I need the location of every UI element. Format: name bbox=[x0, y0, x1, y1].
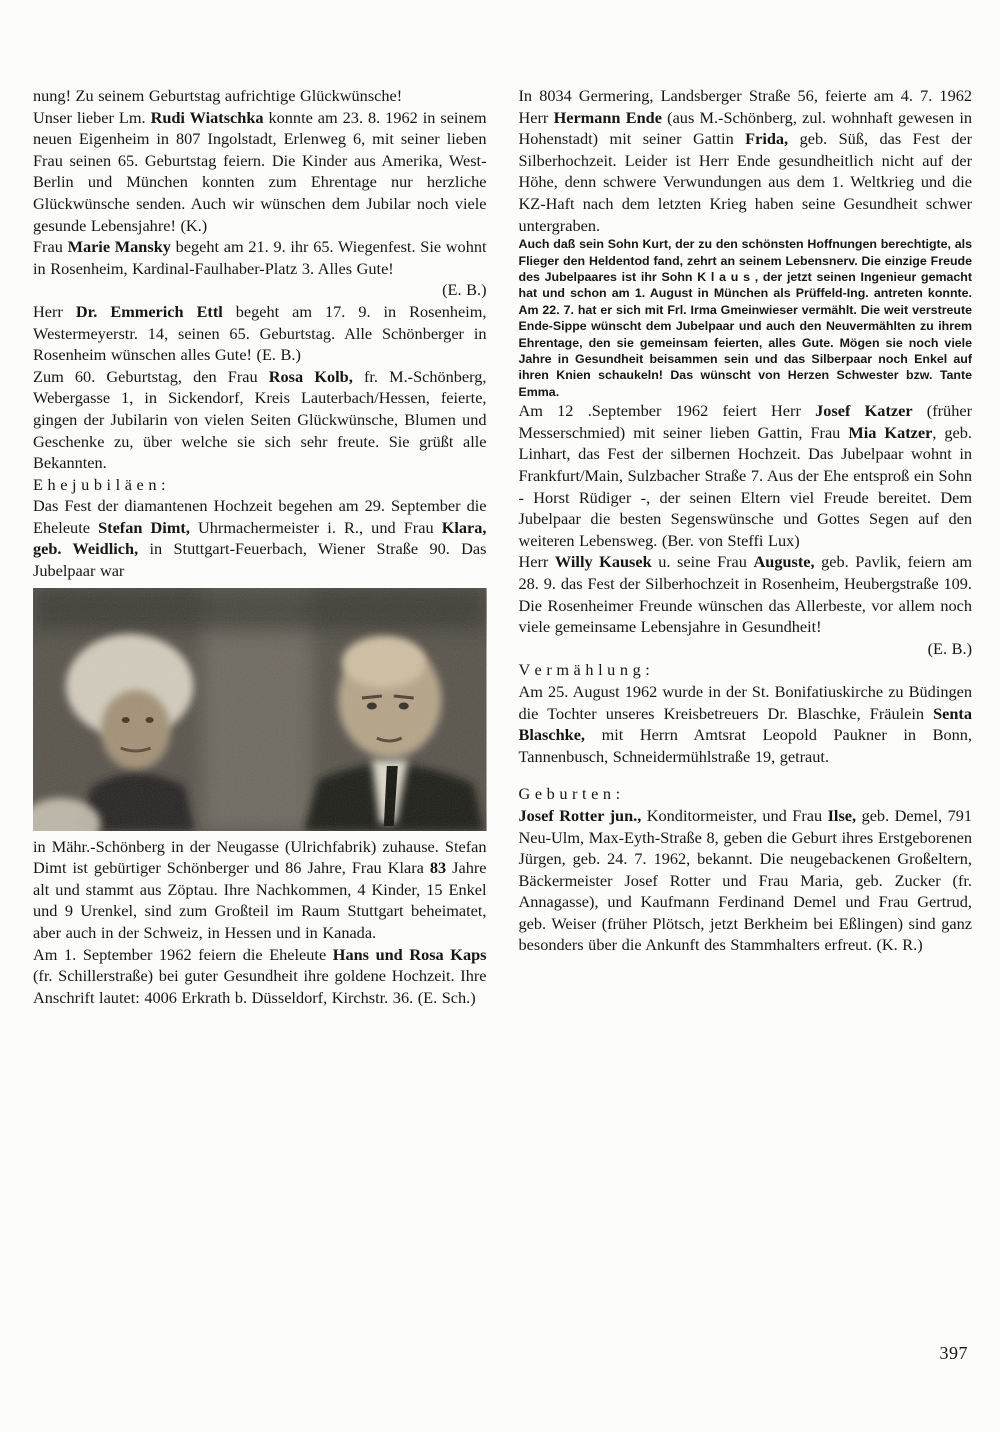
text-run: fr. M.-Schönberg, Webergasse 1, in Sickendorf, Kreis Lauterbach/Hessen, feierte, gingen der Jubilarin von vielen Seiten Glückwünsche, Blumen und Geschenke zu, über welche sie sich sehr freute. Sie grüßt alle Bekannten. bbox=[33, 366, 487, 473]
paragraph bbox=[33, 301, 487, 366]
right-column bbox=[519, 85, 973, 1008]
text-run: geb. Pavlik, feiern am 28. 9. das Fest der Silberhochzeit in Rosenheim, Heubergstraße 109. Die Rosenheimer Freunde wünschen das Allerbeste, vor allem noch viele gemeinsame Lebensjahre in Gesundheit! bbox=[518, 552, 972, 637]
paragraph bbox=[33, 236, 487, 279]
paragraph bbox=[33, 836, 487, 944]
fine-print bbox=[519, 236, 973, 400]
text-run: begeht am 21. 9. ihr 65. Wiegenfest. Sie wohnt in Rosenheim, Kardinal-Faulhaber-Platz 3. Alles Gute! bbox=[33, 237, 487, 278]
emphasized-name: Mia Katzer bbox=[848, 422, 933, 442]
emphasized-name: Auguste, bbox=[753, 552, 815, 572]
text-run: , geb. Linhart, das Fest der silbernen Hochzeit. Das Jubelpaar wohnt in Frankfurt/Main, Sulzbacher Straße 7. Aus der Ehe entsproß ein Sohn - Horst Rüdiger -, der seinen Eltern viel Freude bereitet. Dem Jubelpaar die besten Segenswünsche und Gottes Segen auf den weiteren Lebensweg. (Ber. von Steffi Lux) bbox=[518, 422, 972, 550]
paragraph bbox=[33, 366, 487, 474]
text-run: geb. Süß, das Fest der Silberhochzeit. Leider ist Herr Ende gesundheitlich nicht auf der Höhe, denn schwere Verwundungen aus dem 1. Weltkrieg und die KZ-Haft nach dem letzten Krieg haben seine Gesundheit schwer untergraben. bbox=[518, 129, 973, 235]
emphasized-name: Rudi Wiatschka bbox=[150, 107, 264, 127]
text-run: E h e j u b i l ä e n : bbox=[33, 474, 166, 494]
page-number: 397 bbox=[939, 1343, 968, 1363]
emphasized-name: Hans und Rosa Kaps bbox=[332, 944, 487, 964]
text-run: (früher Messerschmied) mit seiner lieben Gattin, Frau bbox=[518, 401, 972, 442]
text-run: Auch daß sein Sohn Kurt, der zu den schönsten Hoffnungen berechtigte, als Flieger den Heldentod fand, zehrt an seinem Lebensnerv. Die einzige Freude des Jubelpaares ist ihr Sohn K l a u s , der jetzt seinen Ingenieur gemacht hat und schon am 1. August in München als Prüffeld-Ing. antreten konnte. Am 22. 7. hat er sich mit Frl. Irma Gmeinwieser vermählt. Die weit verstreute Ende-Sippe wünscht dem Jubelpaar und auch den Neuvermählten zu ihrem Ehrentage, den sie gemeinsam feierten, alles Gute. Mögen sie noch viele Jahre in Gesundheit beisammen sein und das Silberpaar noch Enkel auf ihren Knien schaukeln! Das wünscht von Herzen Schwester bzw. Tante Emma. bbox=[518, 237, 972, 399]
section-heading bbox=[519, 659, 973, 681]
text-run: in Stuttgart-Feuerbach, Wiener Straße 90. Das Jubelpaar war bbox=[33, 539, 487, 581]
text-run: Frau bbox=[33, 237, 68, 257]
couple-photo-image bbox=[33, 588, 487, 831]
paragraph bbox=[519, 400, 973, 551]
text-run: Das Fest der diamantenen Hochzeit begehen am 29. September die Eheleute bbox=[33, 496, 487, 537]
text-run: (E. B.) bbox=[442, 280, 487, 300]
text-run: (E. B.) bbox=[927, 638, 972, 658]
emphasized-name: Ilse, bbox=[827, 805, 857, 825]
text-run: geb. Demel, 791 Neu-Ulm, Max-Eyth-Straße 8, geben die Geburt ihres Erstgeborenen Jürgen, geb. 24. 7. 1962, bekannt. Die neugebackenen Großeltern, Bäckermeister Josef Rotter und Frau Maria, geb. Zucker (fr. Annagasse), und Kaufmann Ferdinand Demel und Frau Gertrud, geb. Weiser (früher Plötsch, jetzt Berkheim bei Eßlingen) sind ganz besonders über die Ankunft des Stammhalters erfreut. (K. R.) bbox=[518, 805, 972, 955]
section-heading bbox=[33, 474, 487, 496]
paragraph bbox=[519, 805, 973, 956]
paragraph bbox=[519, 85, 973, 236]
emphasized-name: Josef Katzer bbox=[815, 401, 913, 421]
text-run: (aus M.-Schönberg, zul. wohnhaft gewesen in Hohenstadt) mit seiner Gattin bbox=[518, 107, 972, 149]
text-run: Herr bbox=[518, 552, 555, 572]
emphasized-name: Senta Blaschke, bbox=[518, 703, 972, 745]
emphasized-name: Marie Mansky bbox=[67, 237, 171, 257]
emphasized-name: 83 bbox=[429, 858, 447, 878]
paragraph bbox=[519, 681, 973, 767]
paragraph bbox=[33, 107, 487, 237]
text-run: mit Herrn Amtsrat Leopold Paukner in Bonn, Tannenbusch, Schneidermühlstraße 19, getraut. bbox=[518, 725, 972, 766]
text-run: In 8034 Germering, Landsberger Straße 56, feierte am 4. 7. 1962 Herr bbox=[518, 86, 972, 127]
emphasized-name: Josef Rotter jun., bbox=[518, 805, 642, 825]
section-heading bbox=[519, 783, 973, 805]
paragraph bbox=[519, 551, 973, 637]
attribution bbox=[519, 638, 973, 660]
paragraph bbox=[33, 495, 487, 581]
text-run: in Mähr.-Schönberg in der Neugasse (Ulrichfabrik) zuhause. Stefan Dimt ist gebürtiger Schönberger und 86 Jahre, Frau Klara bbox=[33, 836, 487, 878]
text-run: Am 25. August 1962 wurde in der St. Bonifatiuskirche zu Büdingen die Tochter unseres Kreisbetreuers Dr. Blaschke, Fräulein bbox=[518, 681, 972, 723]
emphasized-name: Stefan Dimt, bbox=[98, 517, 190, 537]
paragraph bbox=[33, 85, 487, 107]
text-run: Zum 60. Geburtstag, den Frau bbox=[33, 366, 269, 386]
text-run: nung! Zu seinem Geburtstag aufrichtige Glückwünsche! bbox=[33, 86, 403, 105]
emphasized-name: Willy Kausek bbox=[554, 552, 652, 572]
text-run: u. seine Frau bbox=[651, 552, 754, 572]
text-run: Konditormeister, und Frau bbox=[641, 805, 828, 825]
text-run: Herr bbox=[33, 301, 76, 321]
text-run: konnte am 23. 8. 1962 in seinem neuen Eigenheim in 807 Ingolstadt, Erlenweg 6, mit seiner lieben Frau seinen 65. Geburtstag feiern. Die Kinder aus Amerika, West-Berlin und München konnten zum Ehrentage nur herzliche Glückwünsche senden. Auch wir wünschen dem Jubilar noch viele gesunde Lebensjahre! (K.) bbox=[33, 107, 487, 235]
emphasized-name: Klara, geb. Weidlich, bbox=[33, 517, 487, 559]
text-run: begeht am 17. 9. in Rosenheim, Westermeyerstr. 14, seinen 65. Geburtstag. Alle Schönberger in Rosenheim wünschen alles Gute! (E. B.) bbox=[33, 301, 487, 365]
left-column bbox=[33, 85, 487, 1008]
text-run: G e b u r t e n : bbox=[518, 784, 621, 804]
emphasized-name: Frida, bbox=[745, 129, 789, 149]
text-run: Jahre alt und stammt aus Zöptau. Ihre Nachkommen, 4 Kinder, 15 Enkel und 9 Urenkel, sind zum Großteil im Raum Stuttgart beheimatet, aber auch in der Schweiz, in Hessen und in Kanada. bbox=[33, 858, 487, 943]
couple-photo bbox=[33, 588, 487, 831]
text-run: V e r m ä h l u n g : bbox=[518, 660, 650, 680]
emphasized-name: Rosa Kolb, bbox=[268, 366, 353, 386]
paragraph bbox=[33, 944, 487, 1009]
text-run: Am 12 .September 1962 feiert Herr bbox=[518, 401, 816, 421]
text-run: Uhrmachermeister i. R., und Frau bbox=[189, 517, 442, 537]
attribution bbox=[33, 279, 487, 301]
text-run: Am 1. September 1962 feiern die Eheleute bbox=[33, 944, 333, 964]
text-run: Unser lieber Lm. bbox=[33, 107, 151, 127]
emphasized-name: Hermann Ende bbox=[553, 107, 662, 127]
text-run: (fr. Schillerstraße) bei guter Gesundheit ihre goldene Hochzeit. Ihre Anschrift lautet: 4006 Erkrath b. Düsseldorf, Kirchstr. 36. (E. Sch.) bbox=[33, 966, 487, 1007]
emphasized-name: Dr. Emmerich Ettl bbox=[75, 301, 223, 321]
